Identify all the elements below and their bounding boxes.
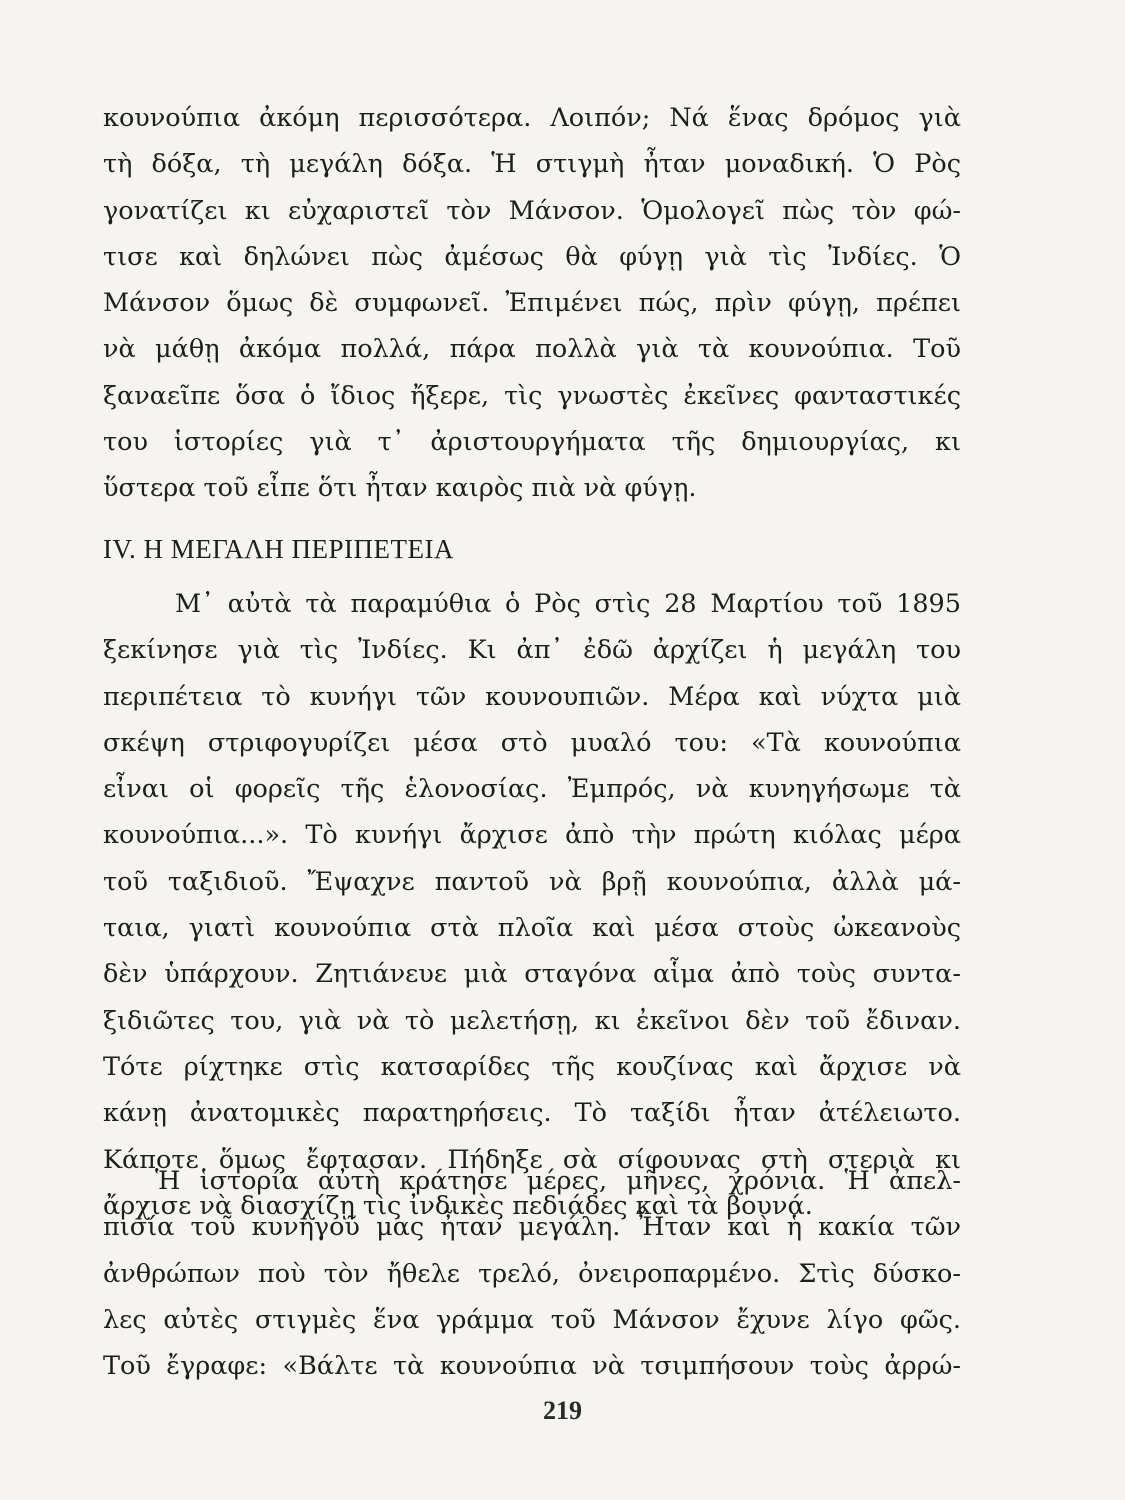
text-line: δὲν ὑπάρχουν. Ζητιάνευε μιὰ σταγόνα αἷμα ἀπὸ τοὺς συντα-: [103, 959, 961, 990]
text-line: λες αὐτὲς στιγμὲς ἕνα γράμμα τοῦ Μάνσον ἔχυνε λίγο φῶς.: [103, 1304, 961, 1335]
text-line: ταια, γιατὶ κουνούπια στὰ πλοῖα καὶ μέσα στοὺς ὠκεανοὺς: [103, 913, 961, 944]
text-line: κουνούπια...». Τὸ κυνήγι ἄρχισε ἀπὸ τὴν πρώτη κιόλας μέρα: [103, 820, 961, 851]
text-line: Κάποτε ὅμως ἔφτασαν. Πήδηξε σὰ σίφουνας στὴ στεριὰ κι: [103, 1144, 961, 1175]
text-line: ξιδιῶτες του, γιὰ νὰ τὸ μελετήσῃ, κι ἐκεῖνοι δὲν τοῦ ἔδιναν.: [103, 1005, 961, 1036]
text-line: Μάνσον ὅμως δὲ συμφωνεῖ. Ἐπιμένει πώς, πρὶν φύγῃ, πρέπει: [103, 288, 961, 319]
text-line: ἀνθρώπων ποὺ τὸν ἤθελε τρελό, ὀνειροπαρμένο. Στὶς δύσκο-: [103, 1258, 961, 1289]
text-line: ξαναεῖπε ὅσα ὁ ἴδιος ἤξερε, τὶς γνωστὲς ἐκεῖνες φανταστικές: [103, 380, 961, 411]
text-line: τοῦ ταξιδιοῦ. Ἔψαχνε παντοῦ νὰ βρῇ κουνούπια, ἀλλὰ μά-: [103, 866, 961, 897]
text-line: νὰ μάθῃ ἀκόμα πολλά, πάρα πολλὰ γιὰ τὰ κουνούπια. Τοῦ: [103, 334, 961, 365]
text-line: ὕστερα τοῦ εἶπε ὅτι ἦταν καιρὸς πιὰ νὰ φύγῃ.: [103, 473, 697, 504]
text-line: τισε καὶ δηλώνει πὼς ἀμέσως θὰ φύγῃ γιὰ τὶς Ἰνδίες. Ὁ: [103, 241, 961, 272]
text-line: περιπέτεια τὸ κυνήγι τῶν κουνουπιῶν. Μέρα καὶ νύχτα μιὰ: [103, 681, 961, 712]
text-line: κάνῃ ἀνατομικὲς παρατηρήσεις. Τὸ ταξίδι ἦταν ἀτέλειωτο.: [103, 1098, 961, 1129]
page-number: 219: [543, 1396, 582, 1425]
text-line: σκέψη στριφογυρίζει μέσα στὸ μυαλό του: «Τὰ κουνούπια: [103, 727, 961, 758]
text-line: Μ᾽ αὐτὰ τὰ παραμύθια ὁ Ρὸς στὶς 28 Μαρτίου τοῦ 1895: [175, 589, 961, 619]
paragraph-2: [103, 581, 961, 1229]
text-line: κουνούπια ἀκόμη περισσότερα. Λοιπόν; Νά ἕνας δρόμος γιὰ: [103, 103, 961, 133]
text-line: τὴ δόξα, τὴ μεγάλη δόξα. Ἡ στιγμὴ ἦταν μοναδική. Ὁ Ρὸς: [103, 149, 961, 180]
section-heading: IV. Η ΜΕΓΑΛΗ ΠΕΡΙΠΕΤΕΙΑ: [103, 534, 454, 564]
text-line: ἄρχισε νὰ διασχίζῃ τὶς ἰνδικὲς πεδιάδες καὶ τὰ βουνά.: [103, 1190, 813, 1221]
text-line: ξεκίνησε γιὰ τὶς Ἰνδίες. Κι ἀπ᾽ ἐδῶ ἀρχίζει ἡ μεγάλη του: [103, 635, 961, 666]
text-line: Τότε ρίχτηκε στὶς κατσαρίδες τῆς κουζίνας καὶ ἄρχισε νὰ: [103, 1051, 961, 1082]
paragraph-3: [103, 1158, 961, 1389]
text-line: εἶναι οἱ φορεῖς τῆς ἑλονοσίας. Ἐμπρός, νὰ κυνηγήσωμε τὰ: [103, 774, 961, 805]
text-line: Τοῦ ἔγραφε: «Βάλτε τὰ κουνούπια νὰ τσιμπήσουν τοὺς ἀρρώ-: [103, 1351, 961, 1382]
text-line: πισία τοῦ κυνηγοῦ μας ἦταν μεγάλη. Ἦταν καὶ ἡ κακία τῶν: [103, 1212, 961, 1243]
text-line: του ἱστορίες γιὰ τ᾽ ἀριστουργήματα τῆς δημιουργίας, κι: [103, 427, 961, 458]
text-line: Ἡ ἱστορία αὐτὴ κράτησε μέρες, μῆνες, χρόνια. Ἡ ἀπελ-: [155, 1166, 961, 1196]
text-line: γονατίζει κι εὐχαριστεῖ τὸν Μάνσον. Ὁμολογεῖ πὼς τὸν φώ-: [103, 195, 961, 226]
paragraph-1: [103, 95, 961, 512]
